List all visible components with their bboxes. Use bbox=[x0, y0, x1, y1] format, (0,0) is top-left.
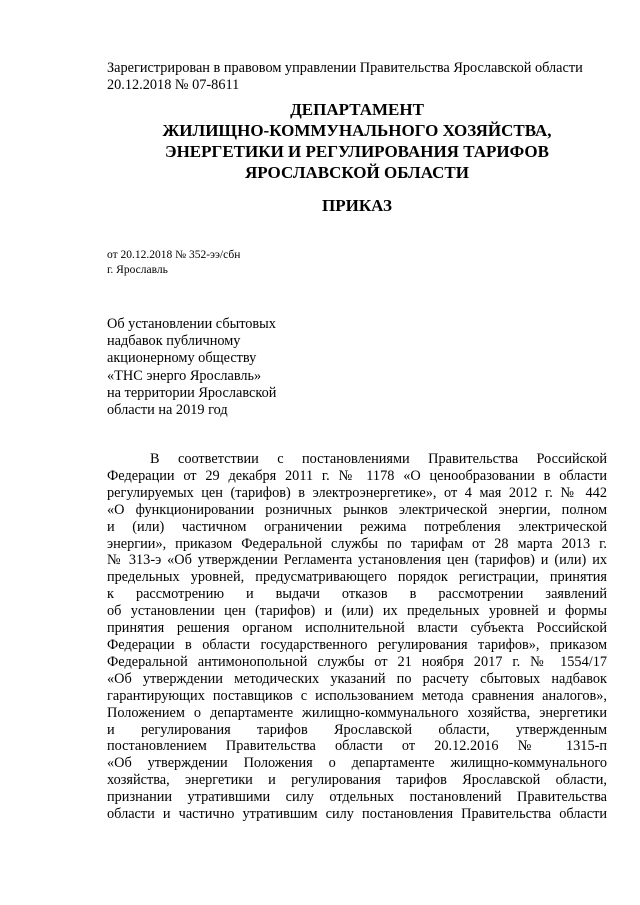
body-line: и (или) частичном ограничении режима потребления электрической bbox=[107, 518, 607, 535]
body-line: Положением о департаменте жилищно-коммунального хозяйства, энергетики bbox=[107, 704, 607, 721]
order-body-text bbox=[107, 451, 607, 823]
body-line: постановлением Правительства области от 20.12.2016 № 1315-п bbox=[107, 738, 607, 755]
body-line: энергии», приказом Федеральной службы по тарифам от 28 марта 2013 г. bbox=[107, 535, 607, 552]
registration-note bbox=[107, 60, 607, 93]
registration-line-1: Зарегистрирован в правовом управлении Правительства Ярославской области bbox=[107, 60, 583, 76]
body-line: гарантирующих поставщиков с использованием метода сравнения аналогов», bbox=[107, 687, 607, 704]
body-line: «Об утверждении методических указаний по расчету сбытовых надбавок bbox=[107, 670, 607, 687]
body-line: «О функционировании розничных рынков электрической энергии, полном bbox=[107, 501, 607, 518]
body-line: В соответствии с постановлениями Правительства Российской bbox=[150, 451, 607, 467]
order-subject bbox=[107, 316, 307, 419]
order-city: г. Ярославль bbox=[107, 263, 168, 276]
body-line: Федерации от 29 декабря 2011 г. № 1178 «О ценообразовании в области bbox=[107, 467, 607, 484]
order-meta bbox=[107, 248, 240, 277]
subject-line: Об установлении сбытовых bbox=[107, 316, 276, 332]
order-date-number: от 20.12.2018 № 352-ээ/сбн bbox=[107, 249, 241, 261]
registration-line-2: 20.12.2018 № 07-8611 bbox=[107, 76, 240, 93]
department-line: ЖИЛИЩНО-КОММУНАЛЬНОГО ХОЗЯЙСТВА, bbox=[162, 121, 552, 140]
body-line: предельных уровней, предусматривающего порядок регистрации, принятия bbox=[107, 569, 607, 586]
subject-line: на территории Ярославской bbox=[107, 384, 277, 401]
body-line: признании утратившими силу отдельных постановлений Правительства bbox=[107, 789, 607, 806]
body-line: и регулирования тарифов Ярославской области, утвержденным bbox=[107, 721, 607, 738]
body-line: Федеральной антимонопольной службы от 21 ноября 2017 г. № 1554/17 bbox=[107, 653, 607, 670]
body-line: области и частично утратившим силу постановления Правительства области bbox=[107, 806, 607, 823]
body-line: об установлении цен (тарифов) и (или) их предельных уровней и формы bbox=[107, 603, 607, 620]
department-name bbox=[107, 99, 607, 183]
subject-line: «ТНС энерго Ярославль» bbox=[107, 367, 262, 384]
department-line: ДЕПАРТАМЕНТ bbox=[290, 100, 424, 119]
subject-line: акционерному обществу bbox=[107, 350, 257, 367]
subject-line: надбавок публичному bbox=[107, 333, 241, 350]
body-line: № 313-э «Об утверждении Регламента установления цен (тарифов) и (или) их bbox=[107, 552, 607, 569]
body-line: «Об утверждении Положения о департаменте жилищно-коммунального bbox=[107, 755, 607, 772]
document-type-title: ПРИКАЗ bbox=[322, 196, 392, 215]
department-line: ЭНЕРГЕТИКИ И РЕГУЛИРОВАНИЯ ТАРИФОВ bbox=[165, 142, 549, 161]
body-line: регулируемых цен (тарифов) в электроэнергетике», от 4 мая 2012 г. № 442 bbox=[107, 484, 607, 501]
body-line: Федерации в области государственного регулирования тарифов», приказом bbox=[107, 636, 607, 653]
body-line: принятия решения органом исполнительной власти субъекта Российской bbox=[107, 620, 607, 637]
body-line: хозяйства, энергетики и регулирования тарифов Ярославской области, bbox=[107, 772, 607, 789]
department-line: ЯРОСЛАВСКОЙ ОБЛАСТИ bbox=[245, 163, 469, 182]
subject-line: области на 2019 год bbox=[107, 402, 228, 419]
body-line: к рассмотрению и выдачи отказов в рассмотрении заявлений bbox=[107, 586, 607, 603]
